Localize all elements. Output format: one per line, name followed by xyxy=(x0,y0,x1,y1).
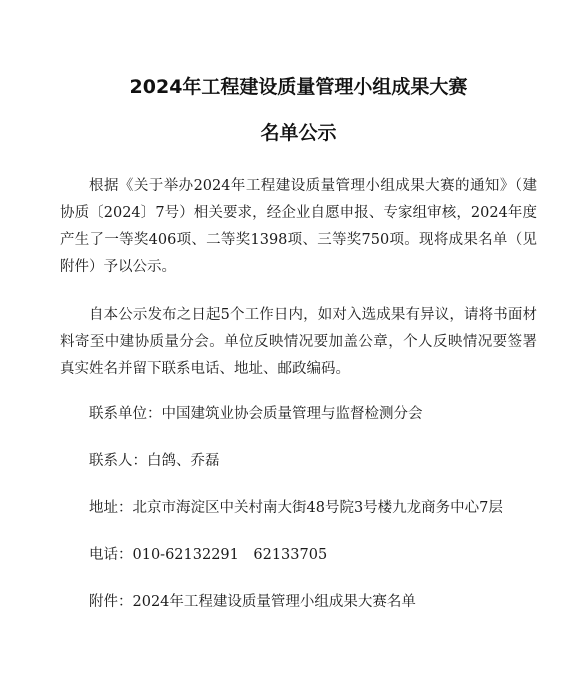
document-subtitle: 名单公示 xyxy=(260,122,337,144)
contact-address: 地址：北京市海淀区中关村南大街48号院3号楼九龙商务中心7层 xyxy=(89,500,503,516)
attachment-link[interactable]: 附件：2024年工程建设质量管理小组成果大赛名单 xyxy=(89,594,416,610)
document-title: 2024年工程建设质量管理小组成果大赛 xyxy=(129,76,468,98)
contact-phone: 电话：010-62132291 62133705 xyxy=(89,547,328,563)
contact-unit: 联系单位：中国建筑业协会质量管理与监督检测分会 xyxy=(89,406,423,422)
paragraph-objection: 自本公示发布之日起5个工作日内，如对入选成果有异议，请将书面材料寄至中建协质量分会。单位反映情况要加盖公章，个人反映情况要签署真实姓名并留下联系电话、地址、邮政编码。 xyxy=(60,307,537,377)
paragraph-announcement: 根据《关于举办2024年工程建设质量管理小组成果大赛的通知》（建协质〔2024〕7号）相关要求，经企业自愿申报、专家组审核，2024年度产生了一等奖406项、二等奖1398项、三等奖750项。现将成果名单（见附件）予以公示。 xyxy=(60,178,537,275)
contact-person: 联系人：白鸽、乔磊 xyxy=(89,453,220,469)
